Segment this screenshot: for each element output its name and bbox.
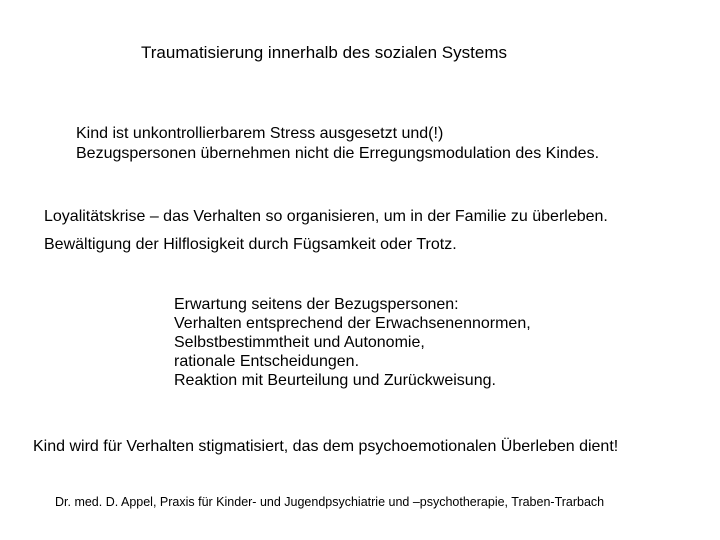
expectation-line-3: Selbstbestimmtheit und Autonomie,	[174, 334, 425, 351]
expectation-paragraph	[174, 295, 531, 390]
stress-line-2: Bezugspersonen übernehmen nicht die Erregungsmodulation des Kindes.	[76, 145, 600, 162]
stress-line-1: Kind ist unkontrollierbarem Stress ausgesetzt und(!)	[76, 125, 444, 142]
expectation-line-4: rationale Entscheidungen.	[174, 353, 360, 370]
expectation-line-5: Reaktion mit Beurteilung und Zurückweisung.	[174, 372, 496, 389]
coping-text: Bewältigung der Hilflosigkeit durch Fügsamkeit oder Trotz.	[44, 236, 457, 253]
footer-citation: Dr. med. D. Appel, Praxis für Kinder- und Jugendpsychiatrie und –psychotherapie, Traben-Trarbach	[55, 495, 605, 509]
expectation-line-2: Verhalten entsprechend der Erwachsenennormen,	[174, 315, 531, 332]
page-title: Traumatisierung innerhalb des sozialen Systems	[141, 43, 507, 62]
loyalty-crisis-text: Loyalitätskrise – das Verhalten so organisieren, um in der Familie zu überleben.	[44, 208, 608, 225]
stress-paragraph	[76, 124, 599, 164]
conclusion-text: Kind wird für Verhalten stigmatisiert, das dem psychoemotionalen Überleben dient!	[33, 438, 619, 455]
expectation-line-1: Erwartung seitens der Bezugspersonen:	[174, 296, 459, 313]
